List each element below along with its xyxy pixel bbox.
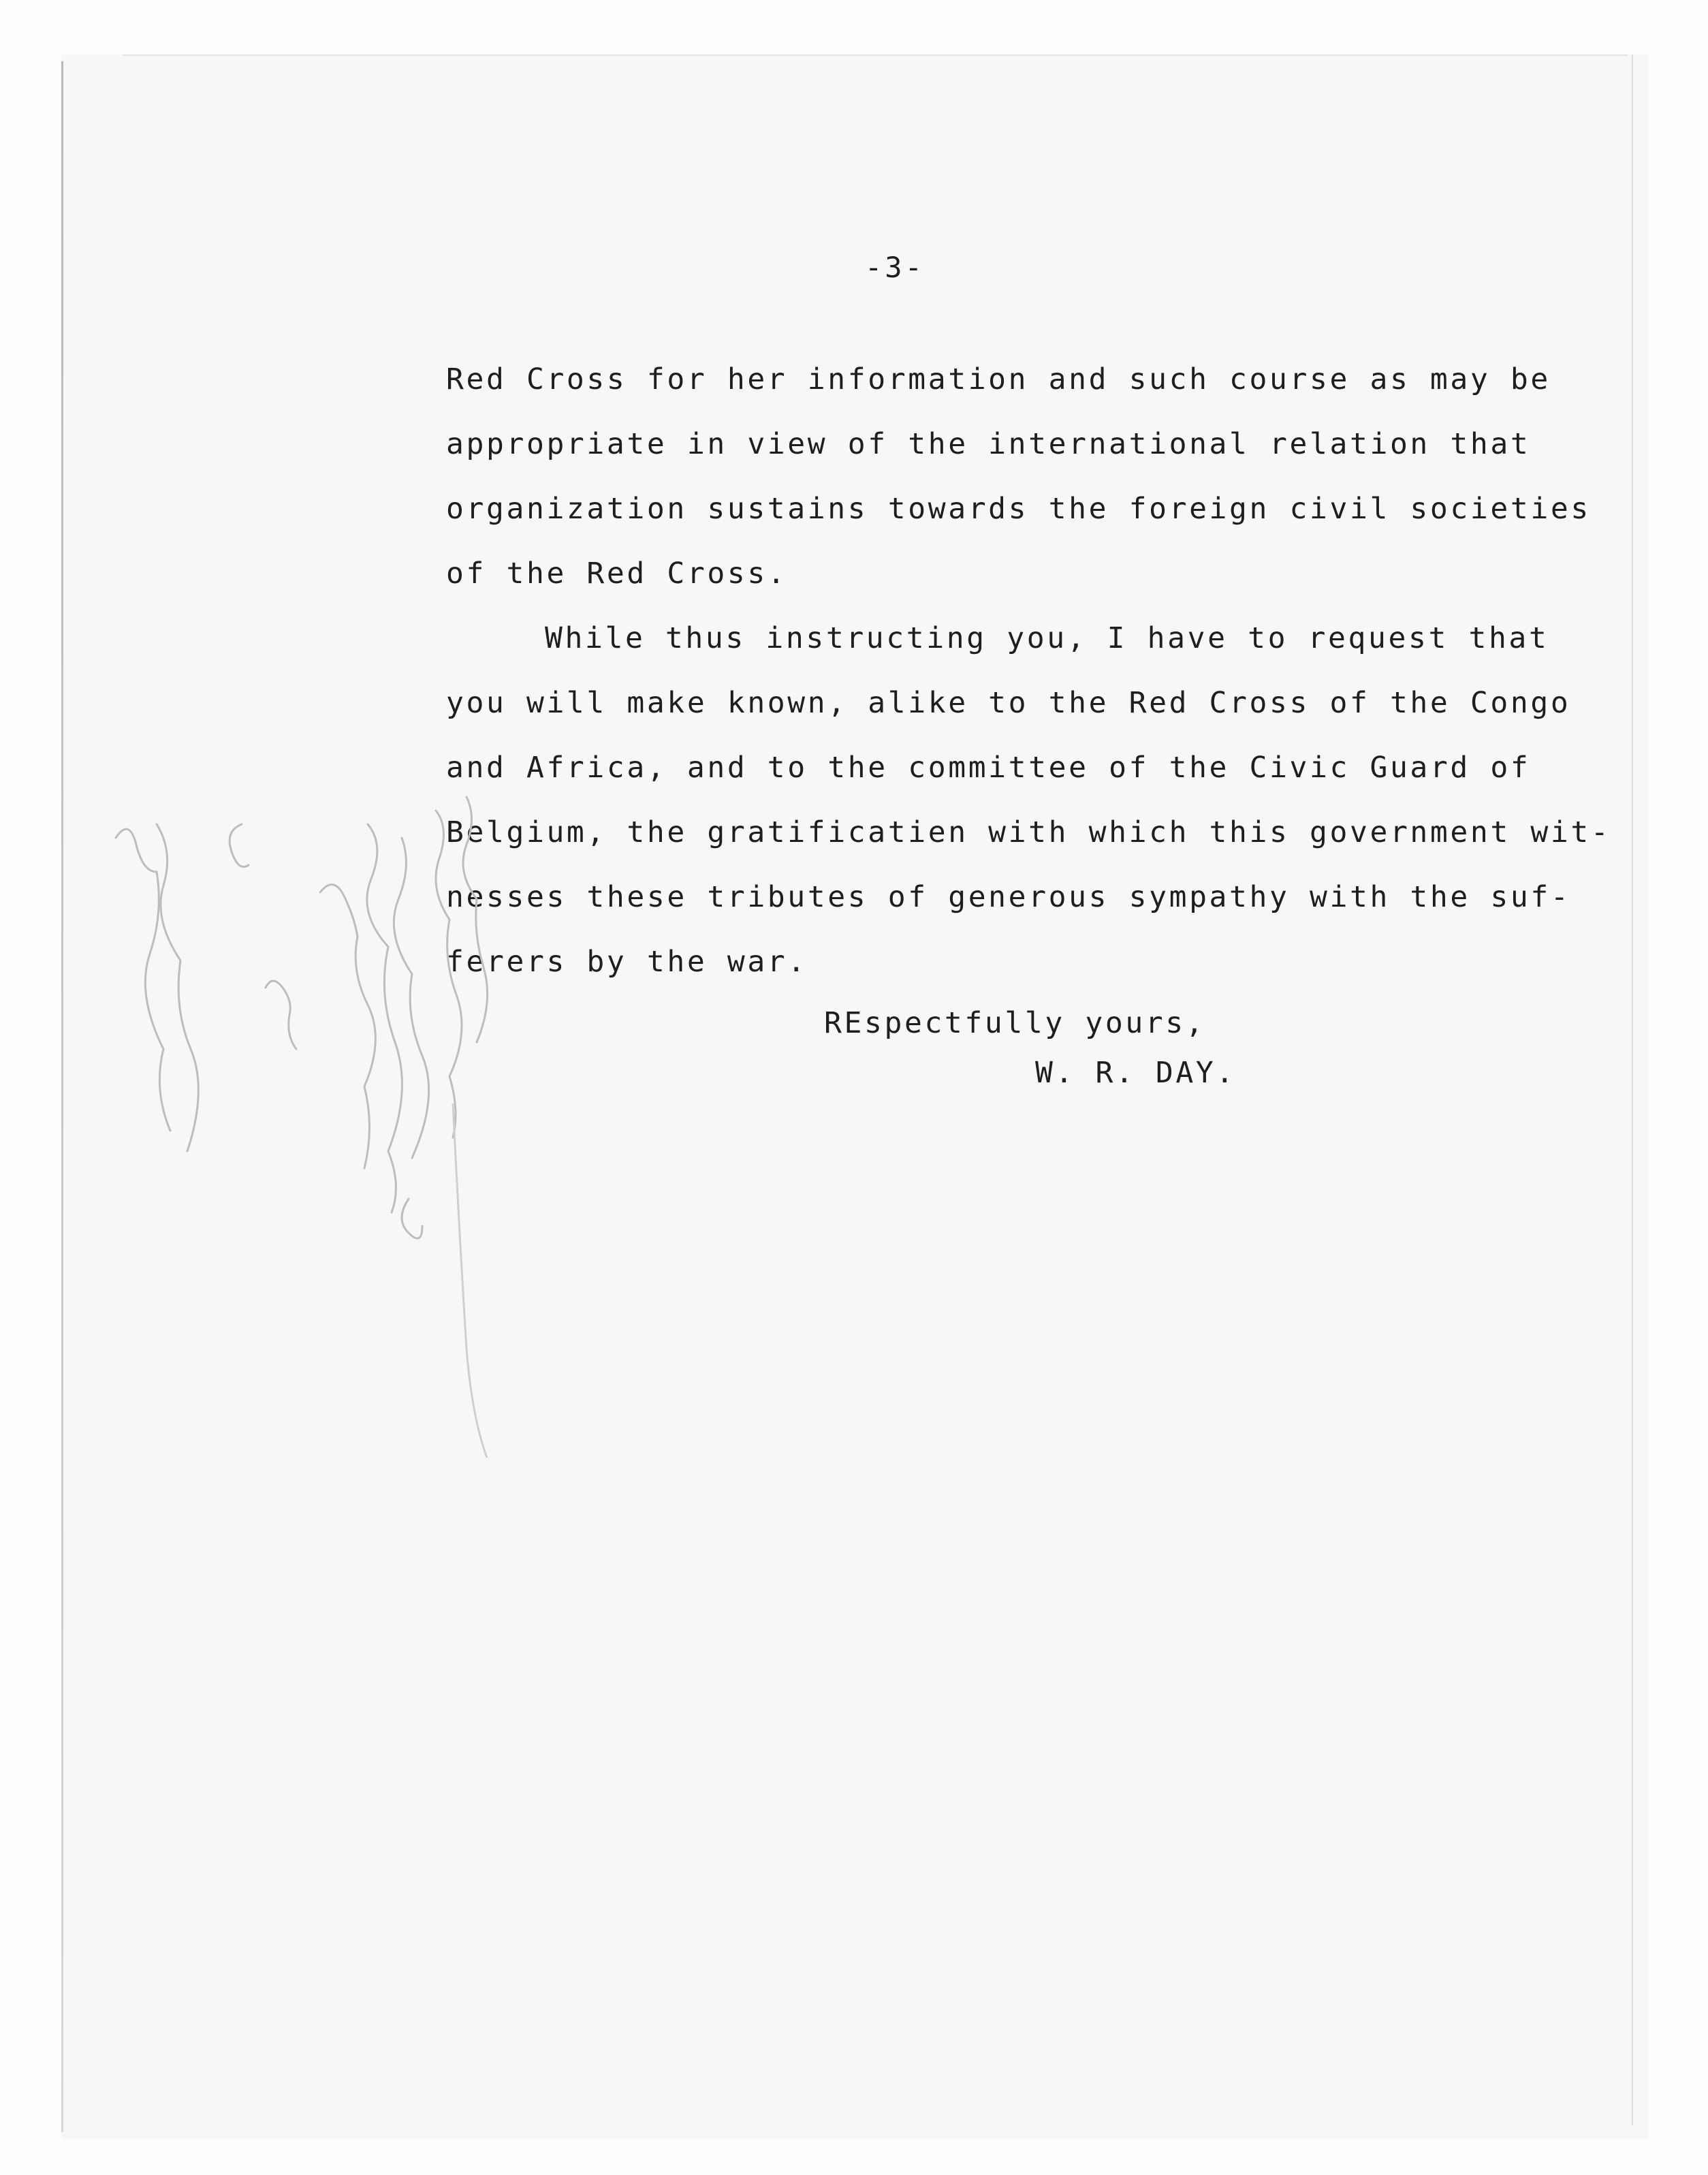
body-line: you will make known, alike to the Red Cross of the Congo — [446, 686, 1571, 720]
sheet-right-edge — [1632, 54, 1633, 2125]
body-line: and Africa, and to the committee of the Civic Guard of — [446, 751, 1531, 785]
body-line: While thus instructing you, I have to request that — [545, 621, 1549, 655]
page-number: -3- — [865, 251, 925, 284]
body-line: ferers by the war. — [446, 945, 808, 979]
paper-fold-line — [449, 1104, 490, 1458]
signature: W. R. DAY. — [1035, 1056, 1236, 1090]
closing-salutation: REspectfully yours, — [824, 1006, 1206, 1040]
body-line: Red Cross for her information and such course as may be — [446, 362, 1551, 396]
letter-body — [446, 347, 1611, 995]
sheet-top-edge — [123, 54, 1628, 56]
body-line: Belgium, the gratificatien with which this government wit- — [446, 815, 1611, 849]
body-line: organization sustains towards the foreign civil societies — [446, 492, 1591, 526]
sheet-left-edge — [61, 61, 63, 2132]
body-line: nesses these tributes of generous sympathy with the suf- — [446, 880, 1571, 914]
body-line: of the Red Cross. — [446, 557, 788, 591]
body-line: appropriate in view of the international relation that — [446, 427, 1531, 461]
